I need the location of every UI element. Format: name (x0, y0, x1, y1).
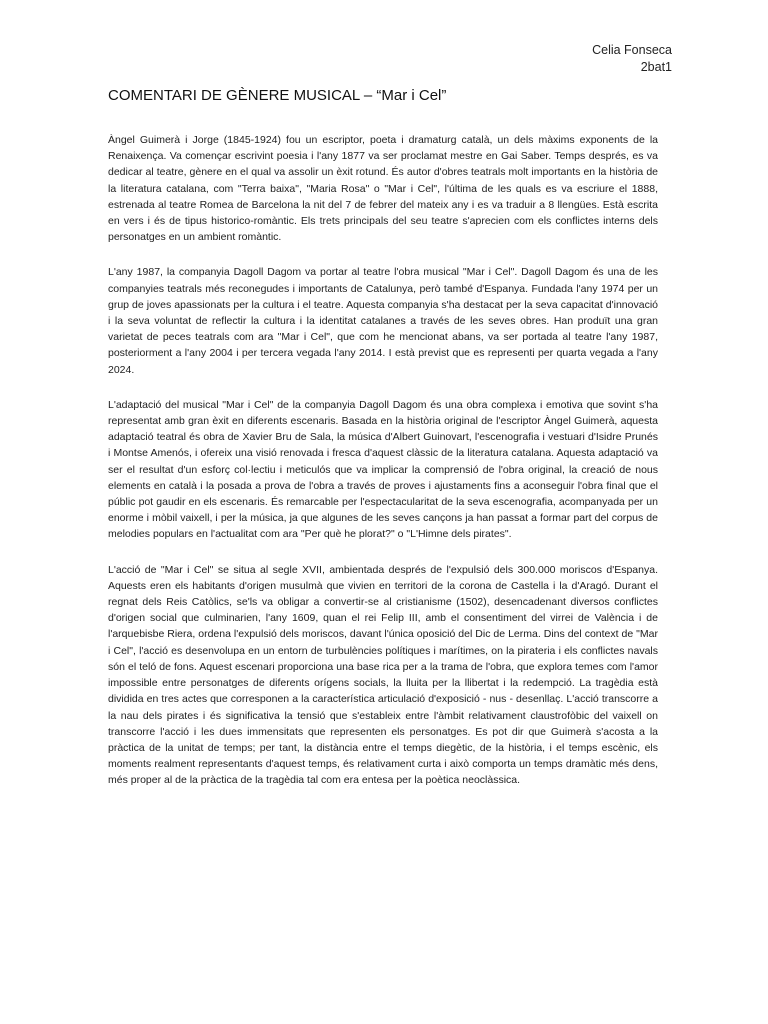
paragraph-adaptation: L'adaptació del musical "Mar i Cel" de la companyia Dagoll Dagom és una obra complexa i emotiva que sovint s'ha representat amb gran èxit en diferents escenaris. Basada en la història original de l'escriptor Àngel Guimerà, aquesta adaptació teatral és obra de Xavier Bru de Sala, la música d'Albert Guinovart, l'escenografia i vestuari d'Isidre Prunés i Montse Amenós, i ofereix una visió renovada i fresca d'aquest clàssic de la literatura catalana. Aquesta adaptació va ser el resultat d'un esforç col·lectiu i meticulós que va implicar la comprensió de l'obra original, la creació de nous elements en català i la posada a prova de l'obra a través de proves i ajustaments fins a aconseguir l'obra final que el públic pot gaudir en els escenaris. És remarcable per l'espectacularitat de la seva escenografia, acompanyada per un enorme i mòbil vaixell, i per la música, ja que algunes de les seves cançons ja han passat a formar part del corpus de melodies populars en l'actualitat com ara "Per què he plorat?" o "L'Himne dels pirates". (108, 398, 658, 541)
author-name: Celia Fonseca (592, 43, 672, 57)
document-title: COMENTARI DE GÈNERE MUSICAL – “Mar i Cel” (108, 87, 447, 104)
document-body (108, 132, 658, 808)
paragraph-dagoll-dagom: L'any 1987, la companyia Dagoll Dagom va portar al teatre l'obra musical "Mar i Cel". Dagoll Dagom és una de les companyies teatrals més reconegudes i importants de Catalunya, però també d'Espanya. Fundada l'any 1974 per un grup de joves apassionats per la cultura i el teatre. Aquesta companyia s'ha destacat per la seva capacitat d'innovació i la seva voluntat de reflectir la cultura i la identitat catalanes a través de les seves obres. Han produït una gran varietat de peces teatrals com ara "Mar i Cel", que com he mencionat abans, va ser portada al teatre l'any 1987, posteriorment a l'any 2004 i per tercera vegada l'any 2014. I està previst que es representi per quarta vegada a l'any 2024. (108, 266, 658, 376)
document-header (592, 42, 672, 76)
paragraph-context: L'acció de "Mar i Cel" se situa al segle XVII, ambientada després de l'expulsió dels 300.000 moriscos d'Espanya. Aquests eren els habitants d'origen musulmà que vivien en territori de la corona de Castella i la d'Aragó. Durant el regnat dels Reis Catòlics, se'ls va obligar a convertir-se al cristianisme (1502), desencadenant diversos conflictes d'origen social que culminarien, l'any 1609, quan el rei Felip III, amb el consentiment del virrei de València i de l'arquebisbe Riera, ordena l'expulsió dels moriscos, davant l'única oposició del Dic de Lerma. Dins del context de "Mar i Cel", l'acció es desenvolupa en un entorn de turbulències polítiques i marítimes, on la pirateria i els conflictes navals són el teló de fons. Aquest escenari proporciona una base rica per a la trama de l'obra, que explora temes com l'amor impossible entre personatges de diferents orígens socials, la lluita per la llibertat i la redempció. La tragèdia està dividida en tres actes que corresponen a la característica articulació d'exposició - nus - desenllaç. L'acció transcorre a la nau dels pirates i és significativa la tensió que s'estableix entre l'àmbit relativament claustrofòbic del vaixell on transcorre l'acció i les dues immensitats que representen els personatges. Es pot dir que Guimerà s'acosta a la pràctica de la unitat de temps; per tant, la distància entre el temps diegètic, de la història, i el temps escènic, els moments realment representants d'aquest temps, és relativament curta i això comporta un temps dramàtic més dens, més proper al de la pràctica de la tragèdia tal com era entesa per la poètica neoclàssica. (108, 563, 658, 787)
class-label: 2bat1 (640, 60, 672, 74)
paragraph-intro: Àngel Guimerà i Jorge (1845-1924) fou un escriptor, poeta i dramaturg català, un dels màxims exponents de la Renaixença. Va començar escrivint poesia i l'any 1877 va ser proclamat mestre en Gai Saber. Temps després, es va dedicar al teatre, gènere en el qual va assolir un èxit rotund. És autor d'obres teatrals molt importants en la història de la literatura catalana, com "Terra baixa", "Maria Rosa" o "Mar i Cel", l'última de les quals es va escriure el 1888, estrenada al teatre Romea de Barcelona la nit del 7 de febrer del mateix any i es va traduir a 8 llengües. Està escrita en vers i és de tipus historico-romàntic. Els trets principals del seu teatre s'aprecien com els conflictes interns dels personatges en un ambient romàntic. (108, 134, 658, 244)
